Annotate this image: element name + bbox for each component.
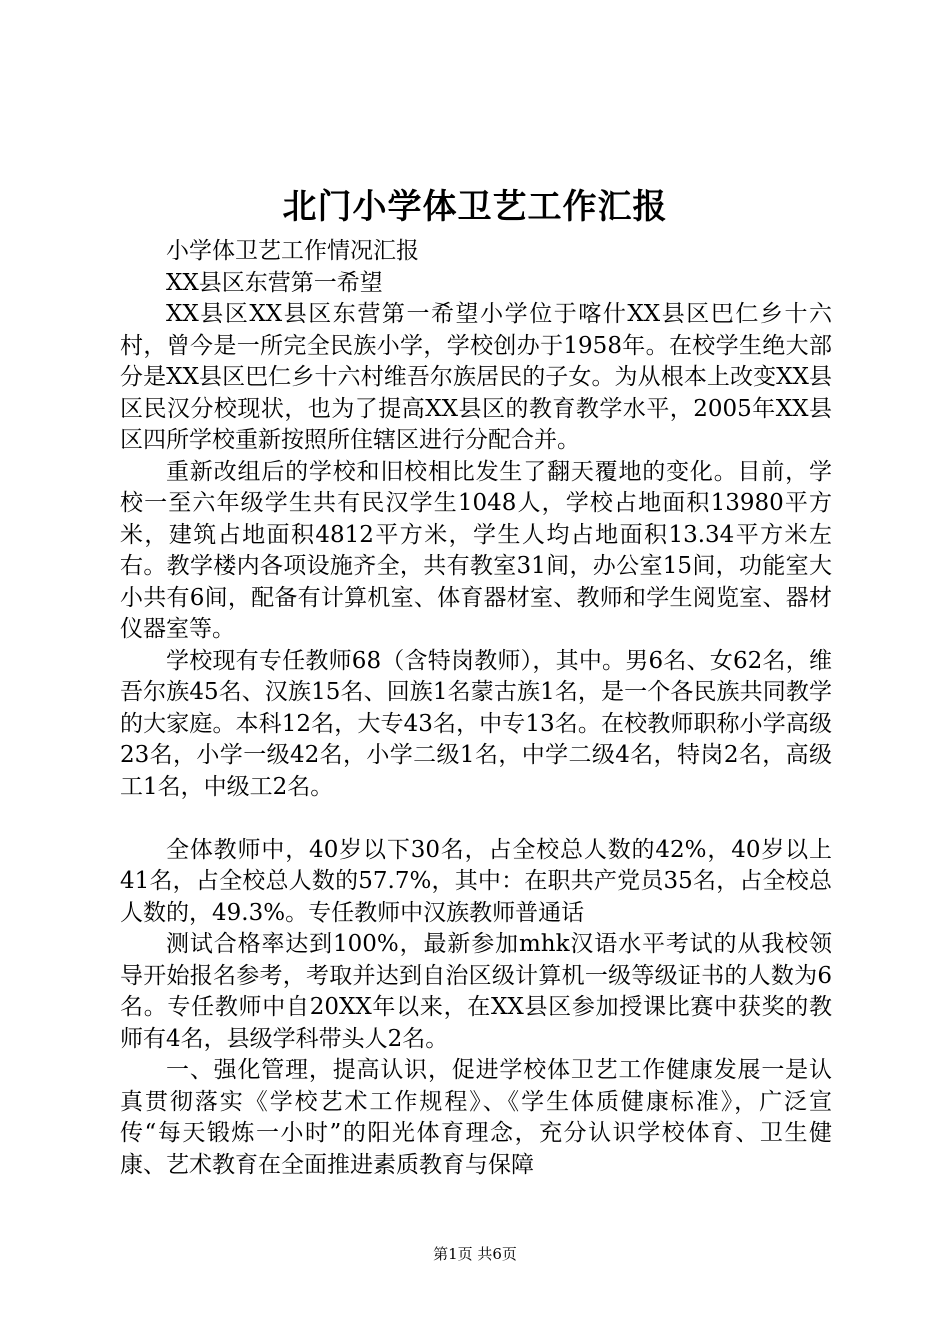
paragraph-school-name: XX县区东营第一希望 [166,269,383,296]
paragraph-teacher-ages: 全体教师中，40岁以下30名，占全校总人数的42%，40岁以上41名，占全校总人数的57.7%，其中：在职共产党员35名，占全校总人数的，49.3%。专任教师中汉族教师普通话 [120,836,832,926]
paragraph-changes: 重新改组后的学校和旧校相比发生了翻天覆地的变化。目前，学校一至六年级学生共有民汉学生1048人，学校占地面积13980平方米，建筑占地面积4812平方米，学生人均占地面积13.34平方米左右。教学楼内各项设施齐全，共有教室31间，办公室15间，功能室大小共有6间，配备有计算机室、体育器材室、教师和学生阅览室、器材仪器室等。 [120,458,832,642]
paragraph-subtitle: 小学体卫艺工作情况汇报 [166,238,419,264]
document-title: 北门小学体卫艺工作汇报 [282,187,668,227]
paragraph-intro: XX县区XX县区东营第一希望小学位于喀什XX县区巴仁乡十六村，曾今是一所完全民族小学，学校创办于1958年。在校学生绝大部分是XX县区巴仁乡十六村维吾尔族居民的子女。为从根本上改变XX县区民汉分校现状，也为了提高XX县区的教育教学水平，2005年XX县区四所学校重新按照所住辖区进行分配合并。 [120,301,832,453]
paragraph-section-one: 一、强化管理，提高认识，促进学校体卫艺工作健康发展一是认真贯彻落实《学校艺术工作规程》、《学生体质健康标准》，广泛宣传“每天锻炼一小时”的阳光体育理念，充分认识学校体育、卫生健康、艺术教育在全面推进素质教育与保障 [120,1057,832,1178]
paragraph-spacer [120,803,832,835]
document-body [120,236,832,1181]
paragraph-teachers: 学校现有专任教师68（含特岗教师），其中。男6名、女62名，维吾尔族45名、汉族15名、回族1名蒙古族1名，是一个各民族共同教学的大家庭。本科12名，大专43名，中专13名。在校教师职称小学高级23名，小学一级42名，小学二级1名，中学二级4名，特岗2名，高级工1名，中级工2名。 [120,647,832,800]
page-footer: 第1页 共6页 [433,1245,517,1263]
paragraph-tests: 测试合格率达到100%，最新参加mhk汉语水平考试的从我校领导开始报名参考，考取并达到自治区级计算机一级等级证书的人数为6名。专任教师中自20XX年以来，在XX县区参加授课比赛中获奖的教师有4名，县级学科带头人2名。 [120,931,832,1052]
